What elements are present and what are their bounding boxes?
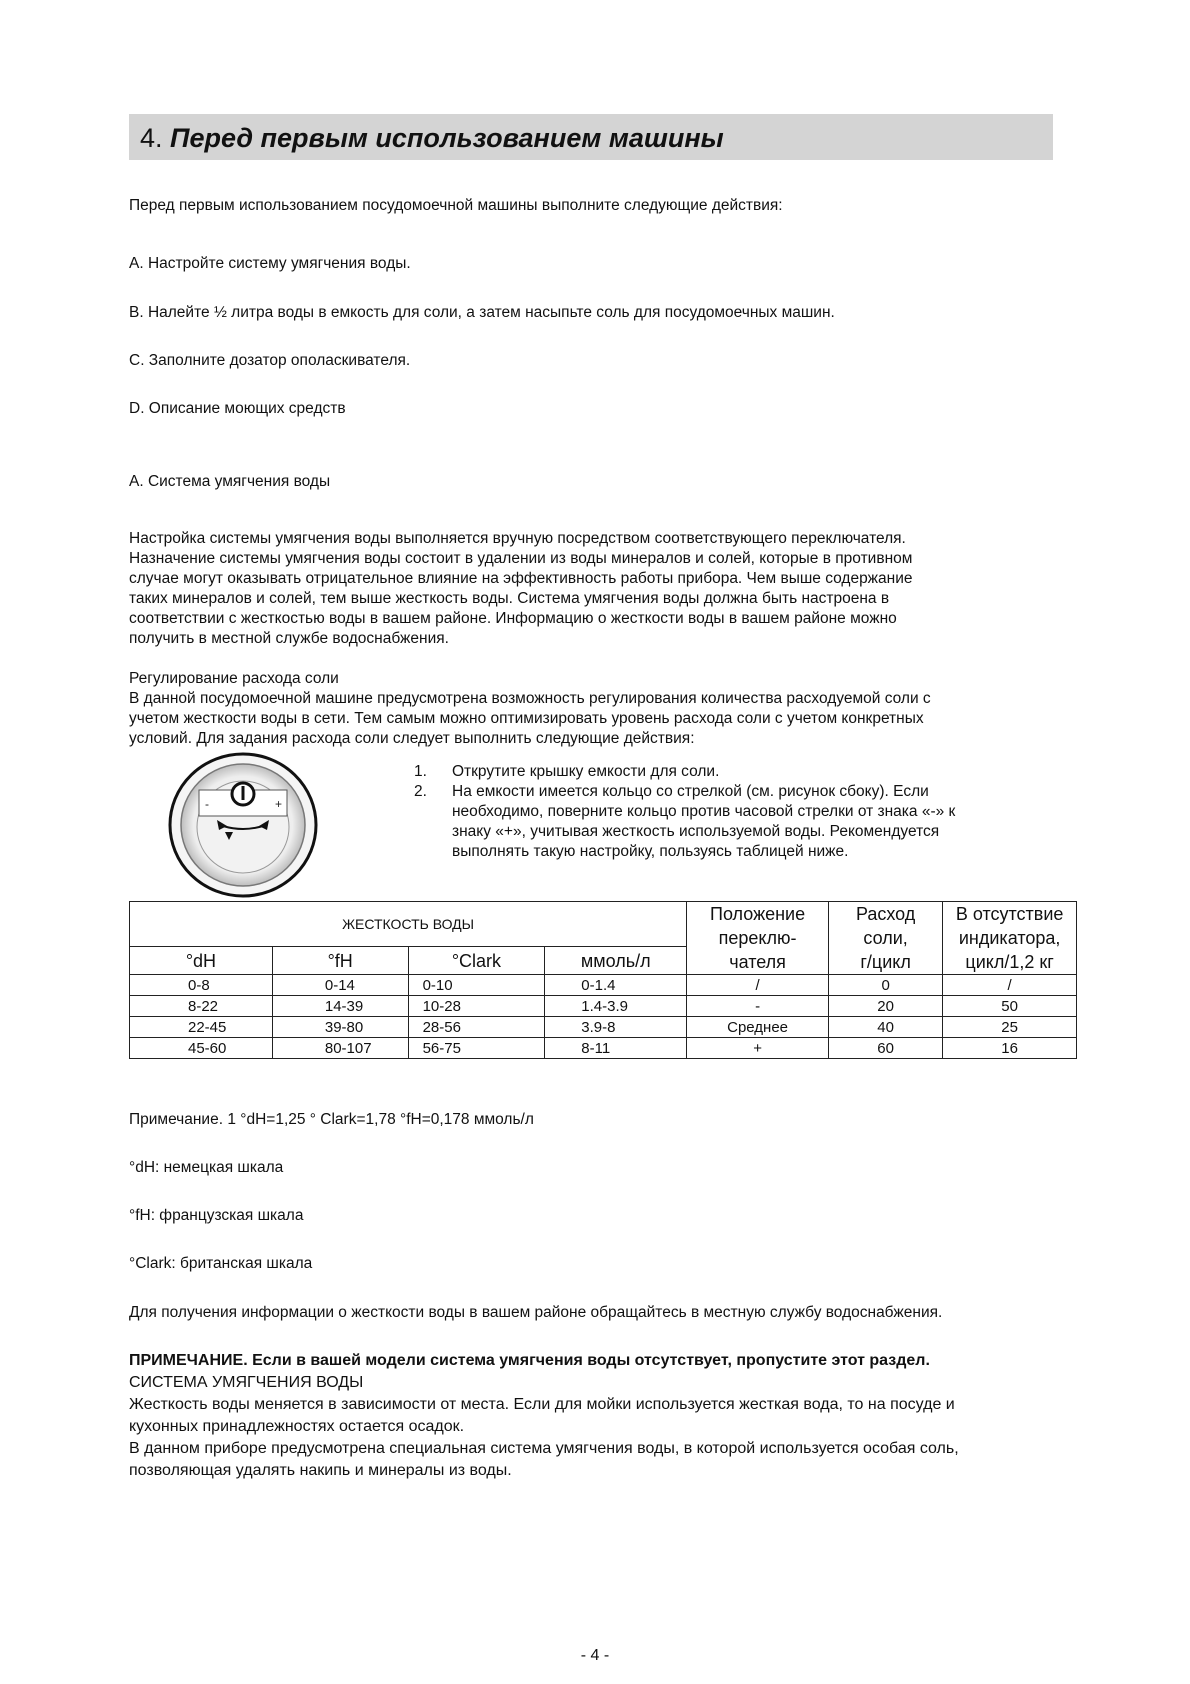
page-number: - 4 -: [580, 1647, 610, 1664]
unit-dh: °dH: [130, 947, 273, 975]
step-a: A. Настройте систему умягчения воды.: [129, 255, 411, 272]
table-row: 22-45 39-80 28-56 3.9-8 Среднее 40 25: [130, 1017, 1077, 1038]
dial-plus-label: +: [275, 797, 283, 811]
scale-dh-note: °dH: немецкая шкала: [129, 1159, 284, 1176]
paragraph-line: соответствии с жесткостью воды в вашем районе. Информацию о жесткости воды в вашем районе можно: [129, 610, 897, 627]
instruction-list: [414, 762, 1074, 862]
step-b: B. Налейте ½ литра воды в емкость для соли, а затем насыпьте соль для посудомоечных машин.: [129, 304, 835, 321]
instruction-line: знаку «+», учитывая жесткость используемой воды. Рекомендуется: [452, 823, 940, 840]
step-d: D. Описание моющих средств: [129, 400, 346, 417]
instruction-line: необходимо, поверните кольцо против часовой стрелки от знака «-» к: [452, 803, 956, 820]
table-row: 8-22 14-39 10-28 1.4-3.9 - 20 50: [130, 996, 1077, 1017]
softener-paragraph: [129, 529, 1059, 649]
paragraph-line: получить в местной службе водоснабжения.: [129, 630, 449, 647]
paragraph-line: случае могут оказывать отрицательное влияние на эффективность работы прибора. Чем выше содержание: [129, 570, 913, 587]
unit-fh: °fH: [272, 947, 408, 975]
paragraph-line: Назначение системы умягчения воды состоит в удалении из воды минералов и солей, которые в противном: [129, 550, 913, 567]
step-c: C. Заполните дозатор ополаскивателя.: [129, 352, 411, 369]
salt-title: Регулирование расхода соли: [129, 670, 339, 687]
conversion-note: Примечание. 1 °dH=1,25 ° Clark=1,78 °fH=0,178 ммоль/л: [129, 1111, 534, 1128]
instruction-line: На емкости имеется кольцо со стрелкой (см. рисунок сбоку). Если: [452, 783, 929, 800]
salt-section: [129, 669, 1059, 749]
final-section: [129, 1350, 1059, 1482]
unit-mmol: ммоль/л: [545, 947, 687, 975]
section-heading: [140, 121, 724, 155]
paragraph-line: В данной посудомоечной машине предусмотрена возможность регулирования количества расходуемой соли с: [129, 690, 931, 707]
table-row: 0-8 0-14 0-10 0-1.4 / 0 /: [130, 975, 1077, 996]
unit-clark: °Clark: [408, 947, 545, 975]
paragraph-line: позволяющая удалять накипь и минералы из воды.: [129, 1462, 512, 1479]
position-header: Положение переклю- чателя: [687, 902, 829, 975]
table-header-row: [130, 902, 1077, 947]
paragraph-line: условий. Для задания расхода соли следует выполнить следующие действия:: [129, 730, 695, 747]
section-title: Перед первым использованием машины: [170, 123, 724, 153]
paragraph-line: В данном приборе предусмотрена специальная система умягчения воды, в которой используется особая соль,: [129, 1440, 959, 1457]
table-row: 45-60 80-107 56-75 8-11 + 60 16: [130, 1038, 1077, 1059]
info-line: Для получения информации о жесткости воды в вашем районе обращайтесь в местную службу водоснабжения.: [129, 1304, 943, 1321]
list-item: [414, 762, 1074, 782]
scale-fh-note: °fH: французская шкала: [129, 1207, 304, 1224]
note-bold: ПРИМЕЧАНИЕ. Если в вашей модели система умягчения воды отсутствует, пропустите этот раздел.: [129, 1352, 930, 1369]
water-hardness-table: [129, 901, 1077, 1059]
paragraph-line: таких минералов и солей, тем выше жесткость воды. Система умягчения воды должна быть настроена в: [129, 590, 890, 607]
no-indicator-header: В отсутствие индикатора, цикл/1,2 кг: [943, 902, 1077, 975]
list-number: 2.: [414, 783, 427, 800]
intro-text: Перед первым использованием посудомоечной машины выполните следующие действия:: [129, 197, 783, 214]
dial-minus-label: -: [205, 797, 209, 811]
instruction-line: выполнять такую настройку, пользуясь таблицей ниже.: [452, 843, 849, 860]
paragraph-line: Жесткость воды меняется в зависимости от места. Если для мойки используется жесткая вода, то на посуде и: [129, 1396, 955, 1413]
list-item: [414, 782, 1074, 862]
list-number: 1.: [414, 763, 427, 780]
salt-dial-illustration: [165, 750, 321, 900]
section-number: 4.: [140, 123, 163, 153]
scale-clark-note: °Clark: британская шкала: [129, 1255, 313, 1272]
paragraph-line: учетом жесткости воды в сети. Тем самым можно оптимизировать уровень расхода соли с учетом конкретных: [129, 710, 924, 727]
system-title: СИСТЕМА УМЯГЧЕНИЯ ВОДЫ: [129, 1374, 364, 1391]
salt-consumption-header: Расход соли, г/цикл: [828, 902, 942, 975]
paragraph-line: кухонных принадлежностях остается осадок.: [129, 1418, 465, 1435]
paragraph-line: Настройка системы умягчения воды выполняется вручную посредством соответствующего переключателя.: [129, 530, 906, 547]
instruction-line: Открутите крышку емкости для соли.: [452, 763, 720, 780]
section-a-title: A. Система умягчения воды: [129, 473, 331, 490]
hardness-group-header: ЖЕСТКОСТЬ ВОДЫ: [130, 902, 687, 947]
